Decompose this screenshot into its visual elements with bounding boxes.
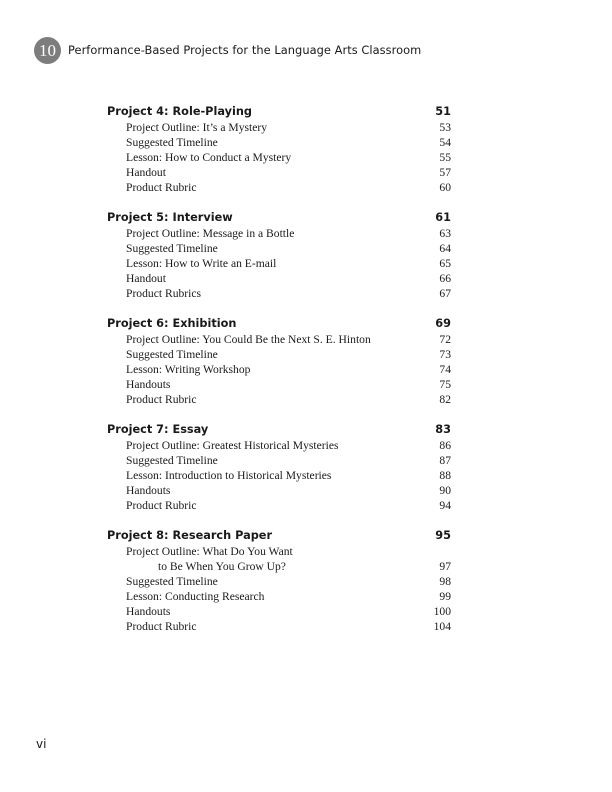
toc-entry-label: Lesson: How to Write an E-mail [126,257,277,270]
toc-entry-label: Product Rubric [126,620,197,633]
toc-entry [107,468,451,483]
toc-entry [107,392,451,407]
toc-entry-label: Product Rubric [126,181,197,194]
toc-entry-page-number: 87 [439,454,451,467]
toc-entry-page-number: 88 [439,469,451,482]
table-of-contents [107,104,451,649]
toc-entry [107,165,451,180]
toc-entry-page-number: 94 [439,499,451,512]
toc-entry-label: Handouts [126,378,171,391]
toc-section [107,422,451,513]
toc-entry-page-number: 90 [439,484,451,497]
toc-entry [107,377,451,392]
toc-entry-label: Lesson: Conducting Research [126,590,265,603]
toc-entry-label: Project Outline: It’s a Mystery [126,121,268,134]
toc-entry-page-number: 57 [439,166,451,179]
toc-entry-label: Project Outline: Message in a Bottle [126,227,295,240]
project-title: Project 8: Research Paper [107,529,273,542]
toc-entry-label: Handouts [126,605,171,618]
toc-entry-page-number: 63 [439,227,451,240]
toc-entry-page-number: 86 [439,439,451,452]
toc-entry [107,271,451,286]
chapter-number-badge: 10 [34,37,61,64]
toc-section [107,528,451,634]
toc-entry-page-number: 54 [439,136,451,149]
page-folio: vi [36,737,47,751]
project-heading [107,528,451,544]
toc-entry [107,226,451,241]
project-title: Project 4: Role-Playing [107,105,252,118]
toc-entry-page-number: 66 [439,272,451,285]
project-title: Project 5: Interview [107,211,233,224]
toc-entry-page-number: 72 [439,333,451,346]
toc-entry-label: Project Outline: What Do You Want [126,545,293,558]
toc-entry [107,120,451,135]
toc-section [107,104,451,195]
toc-section [107,210,451,301]
toc-entry-page-number: 65 [439,257,451,270]
toc-entry-page-number: 73 [439,348,451,361]
project-title: Project 6: Exhibition [107,317,237,330]
toc-entry-label: Lesson: Introduction to Historical Mysteries [126,469,332,482]
toc-entry-page-number: 60 [439,181,451,194]
toc-entry [107,347,451,362]
book-title: Performance-Based Projects for the Language Arts Classroom [68,43,422,57]
toc-entry-label: Product Rubric [126,499,197,512]
toc-entry [107,150,451,165]
toc-entry [107,135,451,150]
toc-entry-label: to Be When You Grow Up? [158,560,286,573]
project-page-number: 95 [435,529,451,542]
toc-entry-page-number: 53 [439,121,451,134]
toc-entry [107,241,451,256]
toc-entry [107,498,451,513]
project-page-number: 51 [435,105,451,118]
toc-entry [107,483,451,498]
toc-entry-page-number: 100 [433,605,451,618]
toc-entry-label: Lesson: How to Conduct a Mystery [126,151,292,164]
toc-entry-page-number: 98 [439,575,451,588]
project-heading [107,422,451,438]
toc-entry-page-number: 104 [433,620,451,633]
running-header [34,36,421,64]
toc-entry [107,438,451,453]
project-page-number: 83 [435,423,451,436]
toc-entry-label: Product Rubrics [126,287,202,300]
toc-entry [107,256,451,271]
toc-entry-label: Handouts [126,484,171,497]
toc-entry [107,544,451,559]
toc-entry-label: Handout [126,272,166,285]
toc-entry [107,559,451,574]
toc-entry-label: Project Outline: You Could Be the Next S. E. Hinton [126,333,371,346]
project-heading [107,210,451,226]
toc-entry-page-number: 64 [439,242,451,255]
toc-entry-page-number: 97 [439,560,451,573]
project-title: Project 7: Essay [107,423,209,436]
toc-entry-label: Product Rubric [126,393,197,406]
toc-entry-label: Lesson: Writing Workshop [126,363,251,376]
toc-entry [107,332,451,347]
toc-entry-label: Suggested Timeline [126,136,218,149]
toc-entry [107,604,451,619]
project-page-number: 69 [435,317,451,330]
toc-entry-page-number: 55 [439,151,451,164]
toc-entry [107,286,451,301]
toc-section [107,316,451,407]
toc-entry-page-number: 75 [439,378,451,391]
toc-entry-page-number: 67 [439,287,451,300]
project-heading [107,316,451,332]
project-heading [107,104,451,120]
toc-entry-label: Suggested Timeline [126,348,218,361]
toc-entry-label: Suggested Timeline [126,454,218,467]
toc-entry-page-number: 99 [439,590,451,603]
toc-entry [107,574,451,589]
toc-entry [107,619,451,634]
toc-entry-page-number: 82 [439,393,451,406]
project-page-number: 61 [435,211,451,224]
toc-entry-label: Project Outline: Greatest Historical Mysteries [126,439,339,452]
toc-entry [107,362,451,377]
toc-entry-label: Suggested Timeline [126,575,218,588]
toc-entry-page-number: 74 [439,363,451,376]
toc-entry [107,453,451,468]
toc-entry-label: Suggested Timeline [126,242,218,255]
toc-entry-label: Handout [126,166,166,179]
toc-entry [107,589,451,604]
toc-entry [107,180,451,195]
